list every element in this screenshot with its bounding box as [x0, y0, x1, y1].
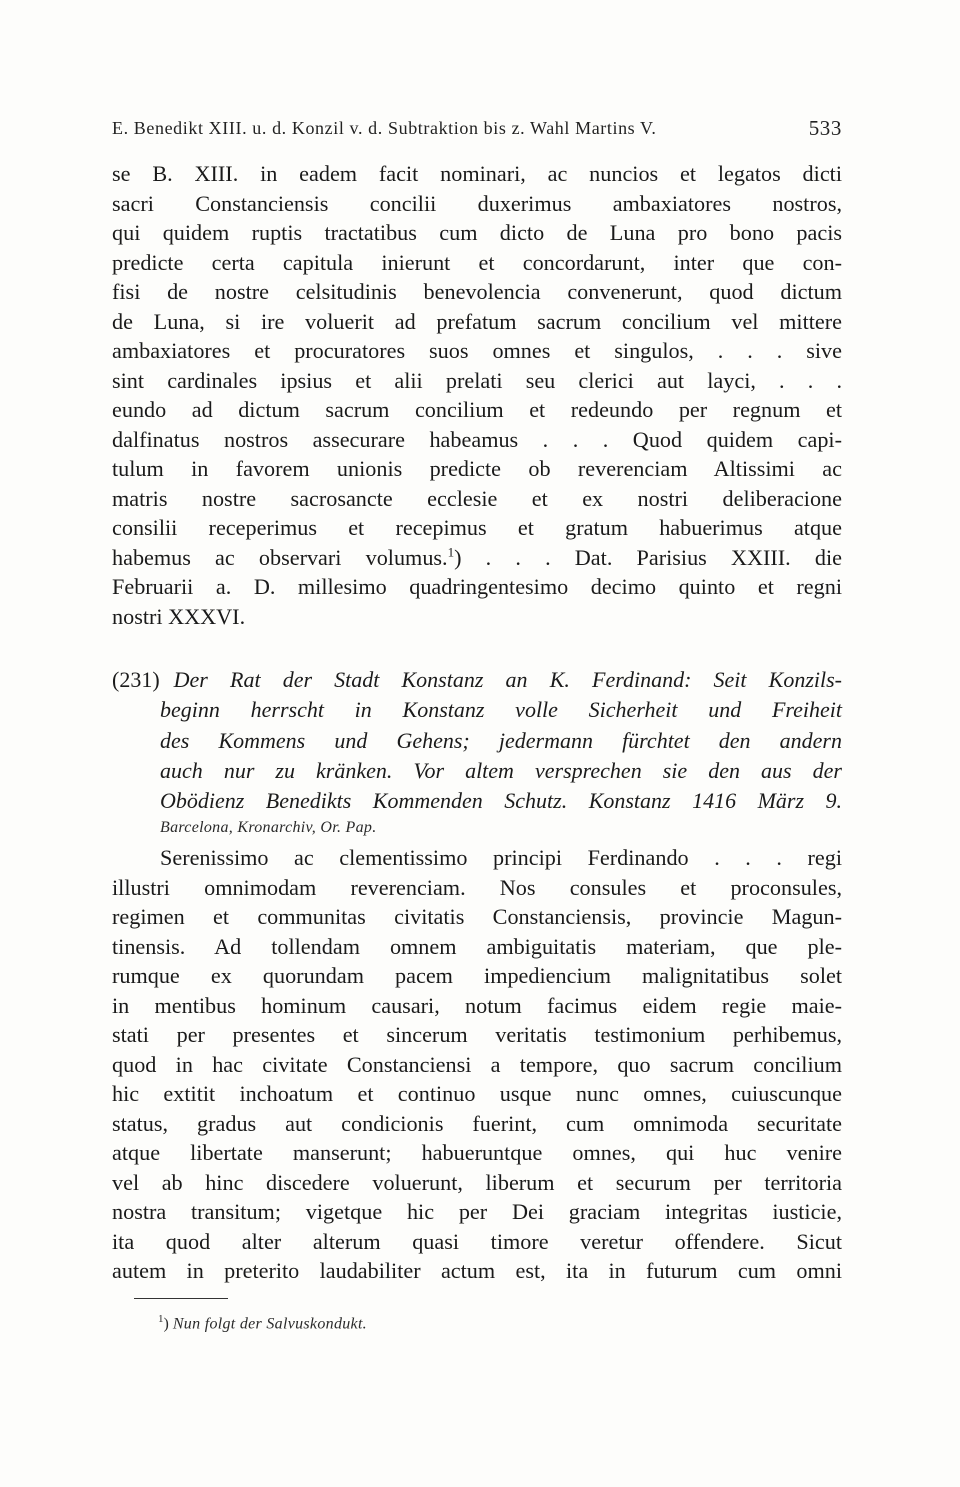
- heading-line: Obödienz Benedikts Kommenden Schutz. Konstanz 1416 März 9.: [160, 788, 842, 814]
- text-line: sint cardinales ipsius et alii prelati seu clerici aut layci, . . .: [112, 367, 842, 393]
- paragraph-continued: [112, 159, 842, 631]
- text-segment: habemus ac observari volumus.: [112, 544, 448, 570]
- document-body: [112, 843, 842, 1286]
- heading-line: auch nur zu kränken. Vor altem versprechen sie den aus der: [160, 757, 842, 783]
- text-line: regimen et communitas civitatis Constanciensis, provincie Magun-: [112, 904, 842, 929]
- document-page: [112, 0, 842, 1487]
- text-line-with-footnote-ref: [112, 543, 842, 573]
- heading-line: des Kommens und Gehens; jedermann fürchtet den andern: [160, 727, 842, 753]
- text-line: vel ab hinc discedere voluerunt, liberum et securum per territoria: [112, 1169, 842, 1195]
- document-number: (231): [112, 667, 160, 692]
- text-line: Serenissimo ac clementissimo principi Ferdinando . . . regi: [160, 845, 842, 870]
- text-line: atque libertate manserunt; habueruntque omnes, qui huc venire: [112, 1140, 842, 1165]
- text-line: in mentibus hominum causari, notum facimus eidem regie maie-: [112, 992, 842, 1018]
- text-line: predicte certa capitula inierunt et concordarunt, inter que con-: [112, 249, 842, 275]
- text-line: quod in hac civitate Constanciensi a tempore, quo sacrum concilium: [112, 1051, 842, 1077]
- text-line: sacri Constanciensis concilii duxerimus ambaxiatores nostros,: [112, 190, 842, 216]
- page-number: 533: [808, 116, 842, 140]
- footnote-mark-close: ): [163, 1315, 169, 1333]
- heading-line: [112, 665, 842, 695]
- text-line: illustri omnimodam reverenciam. Nos consules et proconsules,: [112, 874, 842, 900]
- source-note: Barcelona, Kronarchiv, Or. Pap.: [160, 819, 377, 836]
- heading-line: beginn herrscht in Konstanz volle Sicherheit und Freiheit: [160, 697, 842, 723]
- text-line: autem in preterito laudabiliter actum est, ita in futurum cum omni: [112, 1258, 842, 1283]
- footnote-text: Nun folgt der Salvuskondukt.: [172, 1315, 367, 1333]
- text-line: Februarii a. D. millesimo quadringentesimo decimo quinto et regni: [112, 574, 842, 599]
- text-line: eundo ad dictum sacrum concilium et redeundo per regnum et: [112, 397, 842, 422]
- document-heading: [112, 665, 842, 816]
- text-line: status, gradus aut condicionis fuerint, cum omnimoda securitate: [112, 1110, 842, 1136]
- text-line: tulum in favorem unionis predicte ob reverenciam Altissimi ac: [112, 456, 842, 481]
- text-line: dalfinatus nostros assecurare habeamus . . . Quod quidem capi-: [112, 426, 842, 452]
- text-line: tinensis. Ad tollendam omnem ambiguitatis materiam, que ple-: [112, 933, 842, 959]
- running-head-title: E. Benedikt XIII. u. d. Konzil v. d. Subtraktion bis z. Wahl Martins V.: [112, 118, 657, 138]
- heading-text: Der Rat der Stadt Konstanz an K. Ferdinand: Seit Konzils-: [173, 667, 842, 692]
- text-line: rumque ex quorundam pacem impediencium malignitatibus solet: [112, 963, 842, 988]
- running-head: [112, 118, 842, 142]
- text-line: fisi de nostre celsitudinis benevolencia convenerunt, quod dictum: [112, 279, 842, 304]
- text-line: nostra transitum; vigetque hic per Dei graciam integritas iusticie,: [112, 1199, 842, 1224]
- footnote-divider: [134, 1298, 228, 1299]
- text-line: nostri XXXVI.: [112, 603, 246, 629]
- text-line: stati per presentes et sincerum veritatis testimonium perhibemus,: [112, 1022, 842, 1047]
- text-segment: ) . . . Dat. Parisius XXIII. die: [454, 544, 842, 570]
- footnote: [158, 1313, 367, 1333]
- text-line: consilii receperimus et recepimus et gratum habuerimus atque: [112, 515, 842, 540]
- text-line: ita quod alter alterum quasi timore veretur offendere. Sicut: [112, 1228, 842, 1254]
- text-line: qui quidem ruptis tractatibus cum dicto de Luna pro bono pacis: [112, 220, 842, 245]
- text-line: hic extitit inchoatum et continuo usque nunc omnes, cuiuscunque: [112, 1081, 842, 1106]
- footnote-mark: 1: [158, 1313, 164, 1325]
- text-line: matris nostre sacrosancte ecclesie et ex nostri deliberacione: [112, 485, 842, 511]
- text-line: de Luna, si ire voluerit ad prefatum sacrum concilium vel mittere: [112, 308, 842, 334]
- text-line: se B. XIII. in eadem facit nominari, ac nuncios et legatos dicti: [112, 161, 842, 186]
- footnote-reference[interactable]: 1: [447, 544, 455, 560]
- text-line: ambaxiatores et procuratores suos omnes et singulos, . . . sive: [112, 338, 842, 363]
